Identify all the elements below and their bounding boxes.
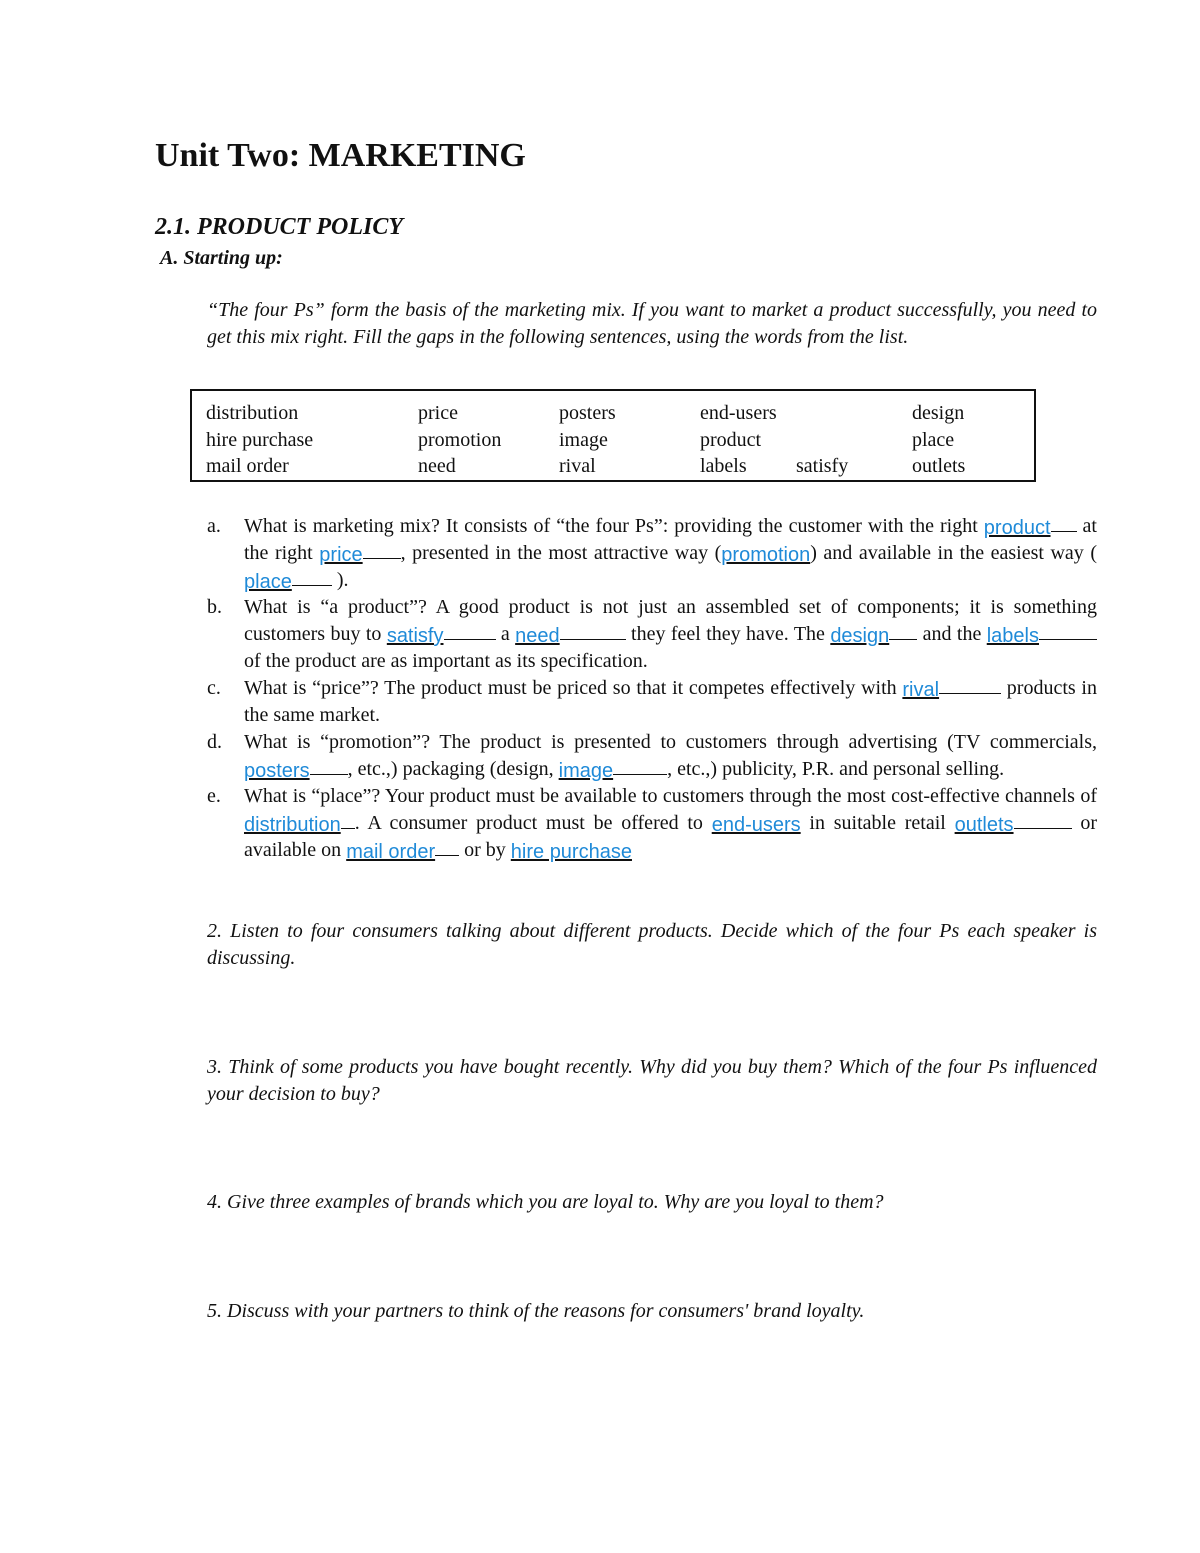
intro-instructions: “The four Ps” form the basis of the marketing mix. If you want to market a product successfully, you need to get this mix right. Fill the gaps in the following sentences, using the words from the list. [207,299,1097,348]
blank-line [1039,623,1097,640]
task-4: 4. Give three examples of brands which you are loyal to. Why are you loyal to them? [207,1191,884,1213]
question-fragment: they feel they have. The [625,623,831,645]
question-letter: b. [207,596,222,618]
question-text [244,513,1097,594]
question-fragment: at the right [244,515,1097,564]
question-text [244,783,1097,864]
word-item: rival [559,455,596,477]
word-item: need [418,455,456,477]
question-fragment: What is “place”? Your product must be available to customers through the most cost-effective channels of [244,785,1097,807]
word-item: labels [700,455,747,477]
answer-hire-purchase[interactable]: hire purchase [510,841,632,863]
answer-product[interactable]: product [983,517,1051,539]
question-c [207,675,1097,729]
answer-mail-order[interactable]: mail order [346,841,436,863]
subsection-heading: A. Starting up: [160,247,283,269]
word-item: promotion [418,429,502,451]
question-fragment: What is “price”? The product must be priced so that it competes effectively with [244,677,903,699]
word-item: distribution [206,402,299,424]
question-text [244,675,1097,729]
question-letter: e. [207,785,221,807]
task-3: 3. Think of some products you have bought recently. Why did you buy them? Which of the four Ps influenced your decision to buy? [207,1056,1097,1105]
question-fragment: , etc.,) packaging (design, [347,758,559,780]
word-item: place [912,429,955,451]
answer-satisfy[interactable]: satisfy [386,625,444,647]
question-fragment: , presented in the most attractive way ( [400,542,722,564]
question-fragment: of the product are as important as its specification. [244,650,648,672]
word-item: hire purchase [206,429,314,451]
question-fragment: What is “a product”? A good product is not just an assembled set of components; it is something customers buy to [244,596,1097,645]
answer-posters[interactable]: posters [244,760,310,782]
blank-line [939,677,1001,694]
answer-place[interactable]: place [244,571,292,593]
word-item: outlets [912,455,966,477]
blank-line [1051,515,1077,532]
question-letter: a. [207,515,221,537]
unit-title: Unit Two: MARKETING [155,137,526,174]
answer-end-users[interactable]: end-users [711,814,801,836]
word-item: price [418,402,458,424]
task-2: 2. Listen to four consumers talking about different products. Decide which of the four Ps each speaker is discussing. [207,920,1097,969]
question-text [244,594,1097,675]
answer-price[interactable]: price [319,544,363,566]
blank-line [435,839,459,856]
section-heading: 2.1. PRODUCT POLICY [155,214,403,240]
question-fragment: What is “promotion”? The product is presented to customers through advertising (TV commercials, [244,731,1097,753]
question-fragment: or available on [244,812,1097,861]
word-list-box [190,389,1036,482]
answer-outlets[interactable]: outlets [954,814,1014,836]
word-item: satisfy [796,455,849,477]
blank-line [310,758,348,775]
question-fragment: ). [331,569,349,591]
word-item: posters [559,402,616,424]
blank-line [1014,812,1072,829]
answer-promotion[interactable]: promotion [721,544,811,566]
question-fragment: ) and available in the easiest way ( [810,542,1097,564]
question-letter: c. [207,677,221,699]
answer-image[interactable]: image [558,760,614,782]
question-fragment: products in the same market. [244,677,1097,726]
word-item: image [559,429,608,451]
question-fragment: , etc.,) publicity, P.R. and personal selling. [667,758,1005,780]
word-item: design [912,402,965,424]
question-b [207,594,1097,675]
blank-line [341,812,355,829]
blank-line [613,758,667,775]
task-5: 5. Discuss with your partners to think of the reasons for consumers' brand loyalty. [207,1300,865,1322]
question-fragment: a [495,623,516,645]
answer-distribution[interactable]: distribution [244,814,341,836]
question-letter: d. [207,731,222,753]
question-d [207,729,1097,783]
blank-line [889,623,917,640]
answer-need[interactable]: need [515,625,560,647]
blank-line [292,569,332,586]
question-fragment: or by [459,839,511,861]
answer-rival[interactable]: rival [902,679,940,701]
word-item: mail order [206,455,289,477]
word-item: end-users [700,402,777,424]
answer-design[interactable]: design [830,625,890,647]
question-fragment: What is marketing mix? It consists of “the four Ps”: providing the customer with the right [244,515,984,537]
answer-labels[interactable]: labels [986,625,1039,647]
blank-line [444,623,496,640]
question-fragment: in suitable retail [800,812,955,834]
question-text [244,729,1097,783]
question-fragment: . A consumer product must be offered to [354,812,712,834]
gap-fill-questions [207,513,1097,864]
word-item: product [700,429,762,451]
blank-line [363,542,401,559]
question-e [207,783,1097,864]
blank-line [560,623,626,640]
question-fragment: and the [917,623,987,645]
question-a [207,513,1097,594]
